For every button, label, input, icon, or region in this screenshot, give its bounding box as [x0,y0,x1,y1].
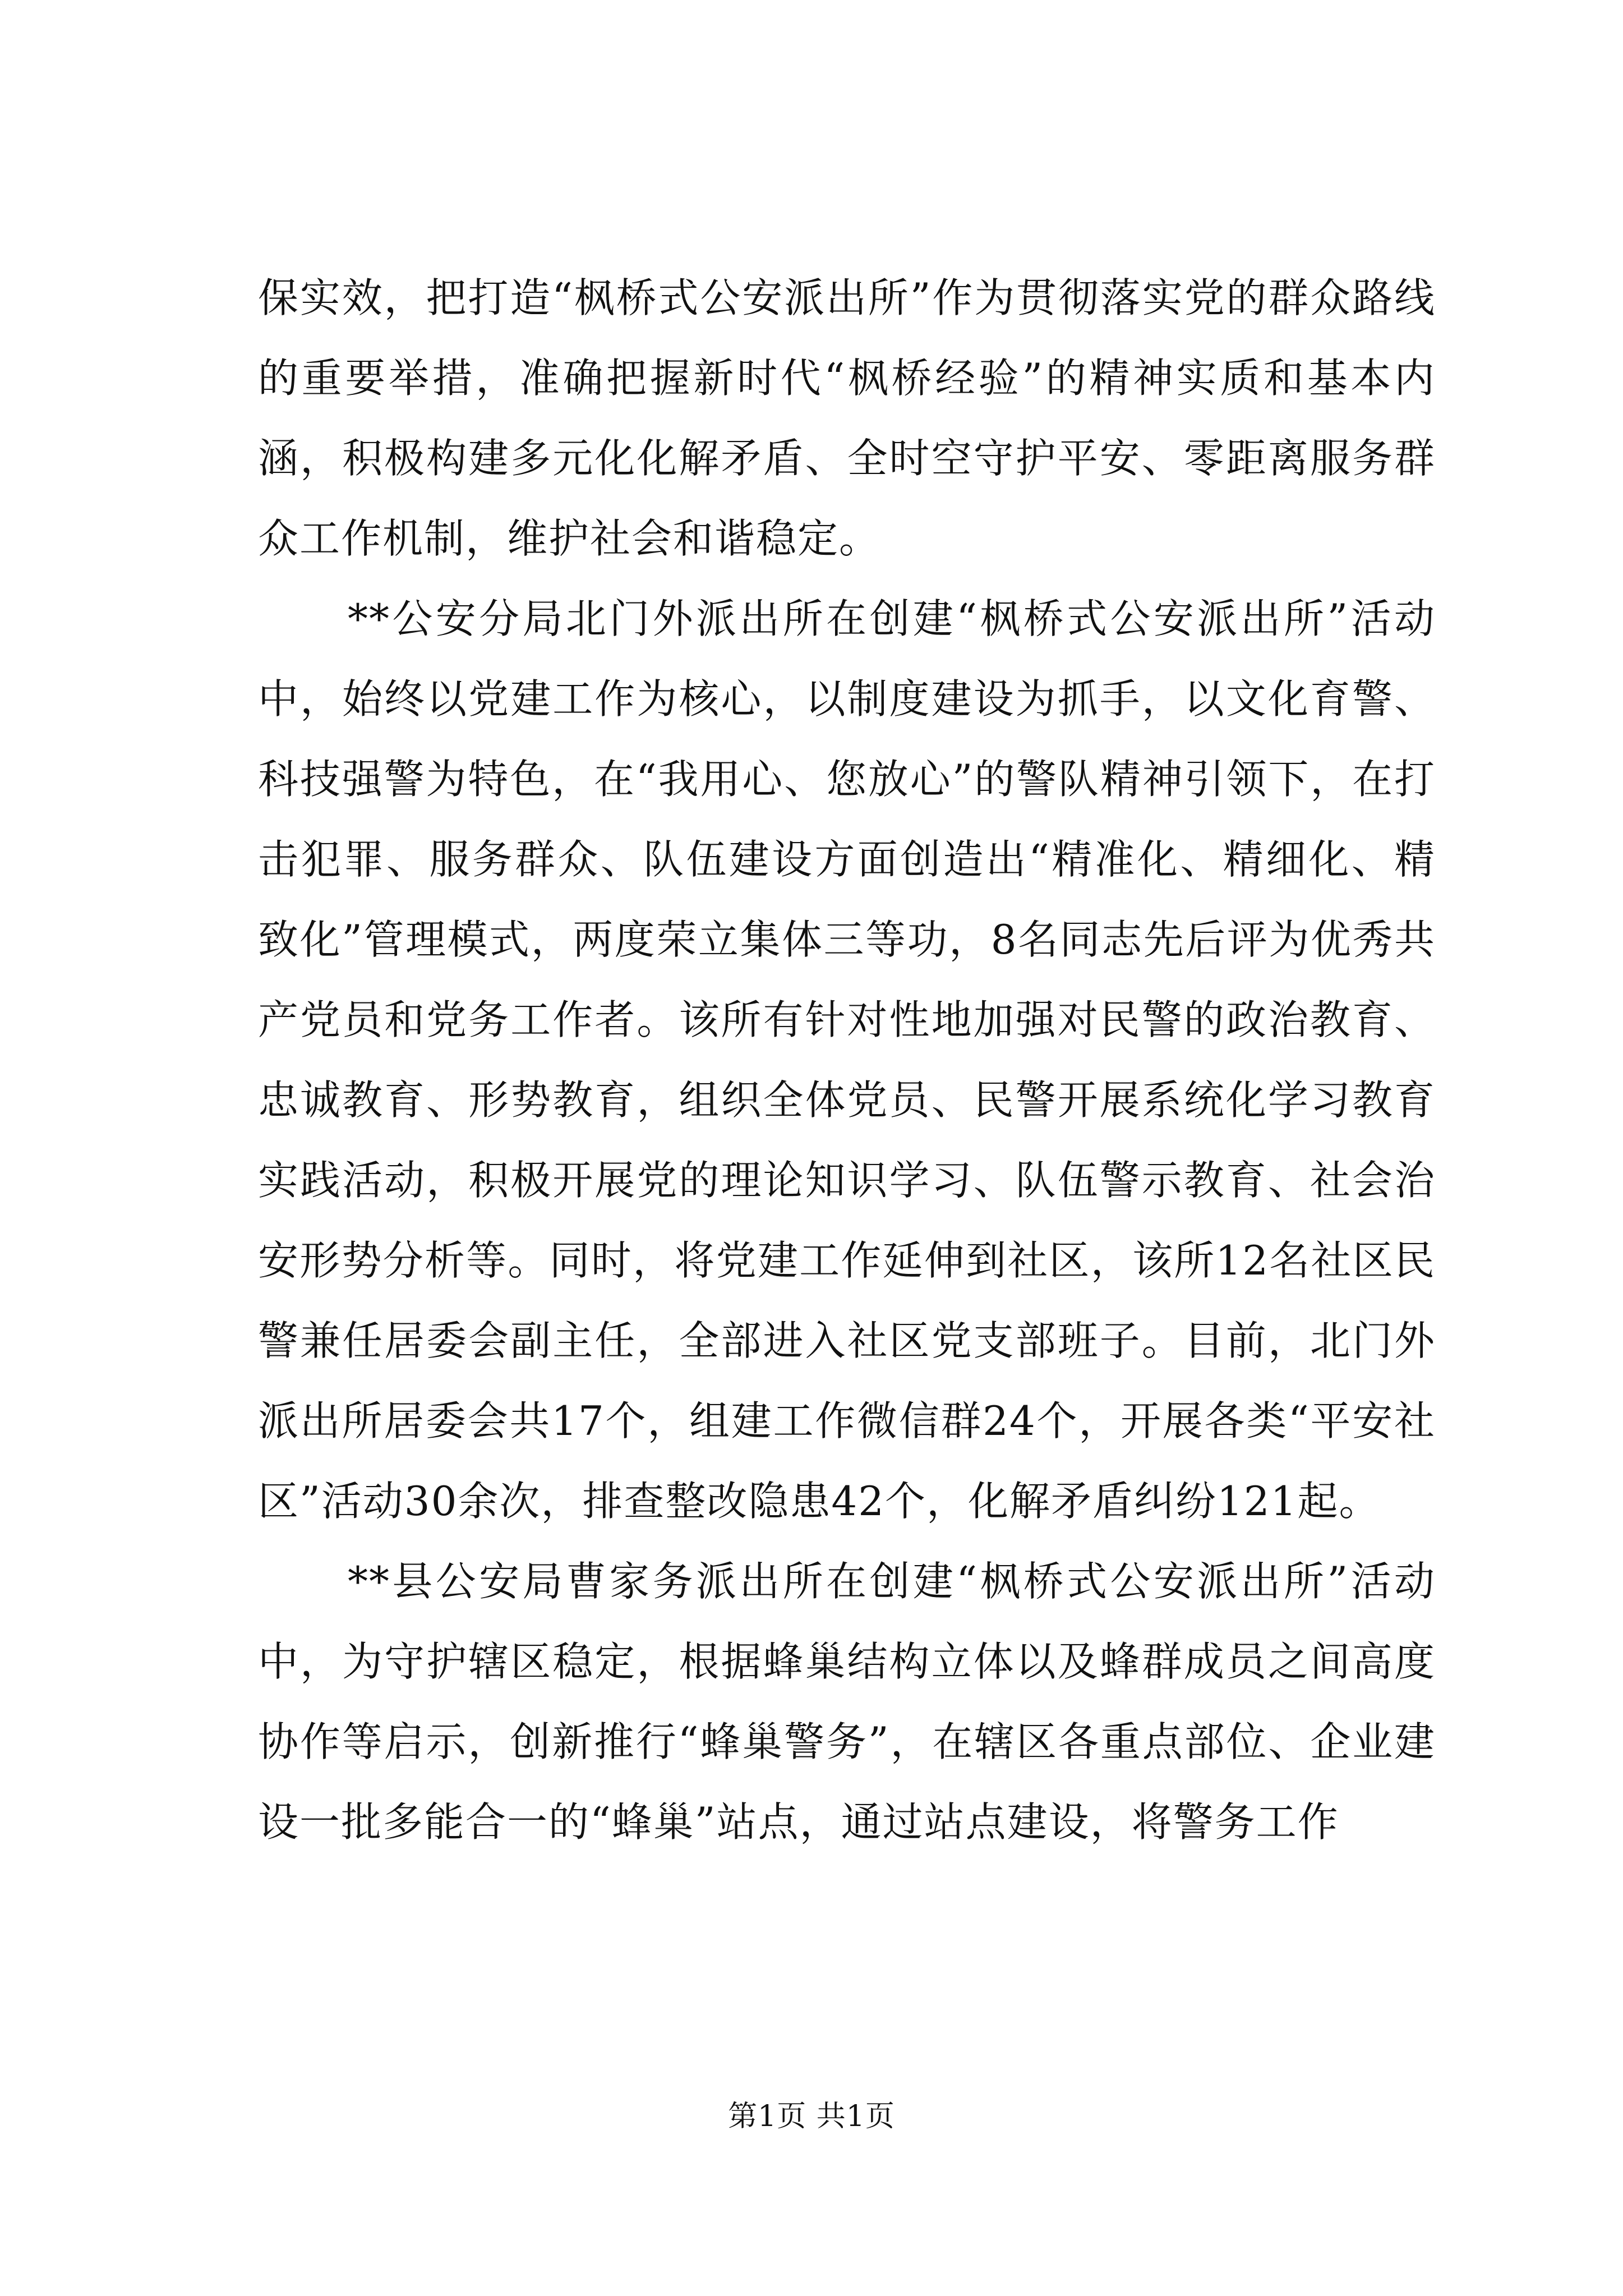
document-body [258,258,1436,1862]
paragraph-caojiawu-station: **县公安局曹家务派出所在创建“枫桥式公安派出所”活动中，为守护辖区稳定，根据蜂巢结构立体以及蜂群成员之间高度协作等启示，创新推行“蜂巢警务”，在辖区各重点部位、企业建设一批多能合一的“蜂巢”站点，通过站点建设，将警务工作 [258,1558,1436,1846]
paragraph-continued: 保实效，把打造“枫桥式公安派出所”作为贯彻落实党的群众路线的重要举措，准确把握新时代“枫桥经验”的精神实质和基本内涵，积极构建多元化化解矛盾、全时空守护平安、零距离服务群众工作机制，维护社会和谐稳定。 [258,274,1436,562]
page-footer: 第1页 共1页 [728,2100,895,2133]
paragraph-beimenwai-station: **公安分局北门外派出所在创建“枫桥式公安派出所”活动中，始终以党建工作为核心，以制度建设为抓手，以文化育警、科技强警为特色，在“我用心、您放心”的警队精神引领下，在打击犯罪、服务群众、队伍建设方面创造出“精准化、精细化、精致化”管理模式，两度荣立集体三等功，8名同志先后评为优秀共产党员和党务工作者。该所有针对性地加强对民警的政治教育、忠诚教育、形势教育，组织全体党员、民警开展系统化学习教育实践活动，积极开展党的理论知识学习、队伍警示教育、社会治安形势分析等。同时，将党建工作延伸到社区，该所12名社区民警兼任居委会副主任，全部进入社区党支部班子。目前，北门外派出所居委会共17个，组建工作微信群24个，开展各类“平安社区”活动30余次，排查整改隐患42个，化解矛盾纠纷121起。 [258,595,1436,1525]
